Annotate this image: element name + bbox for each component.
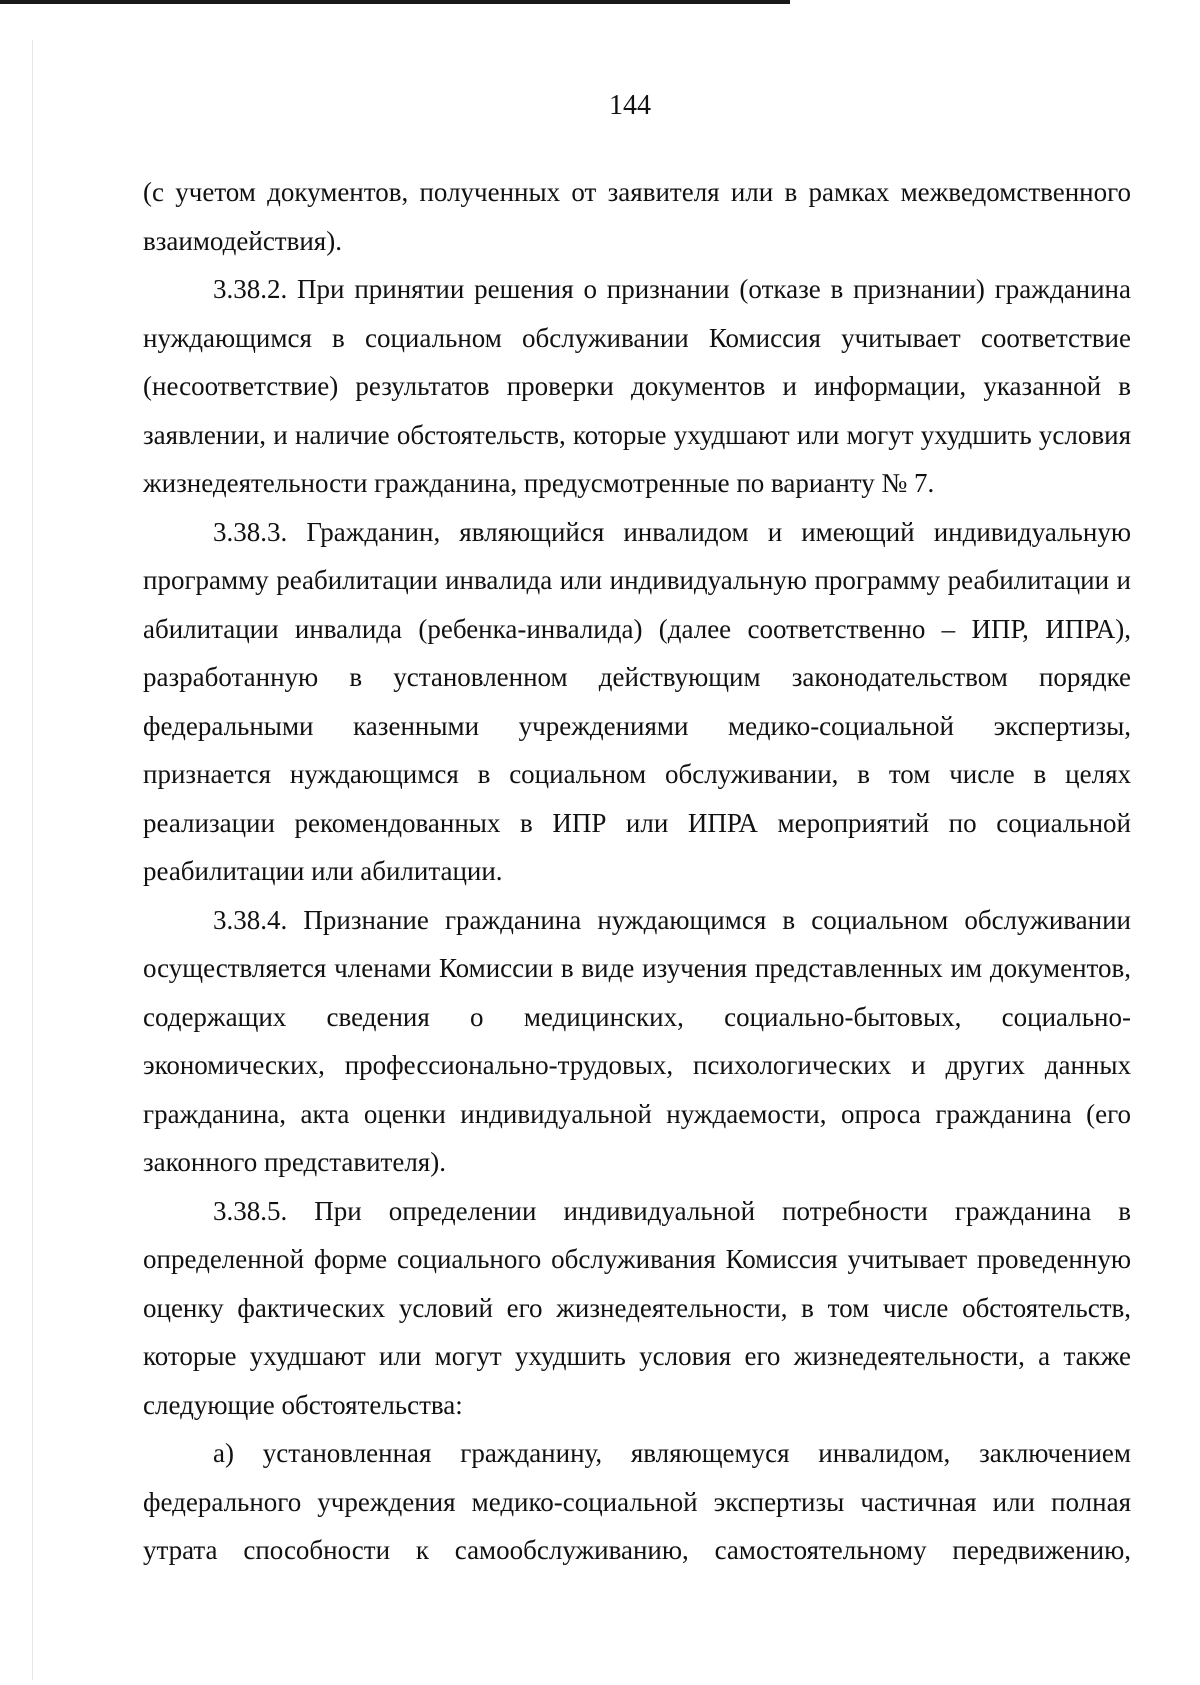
document-body bbox=[143, 168, 1131, 1575]
page-number: 144 bbox=[609, 90, 651, 121]
paragraph-item-a: а) установленная гражданину, являющемуся инвалидом, заключением федерального учреждения медико-социальной экспертизы частичная или полная утрата способности к самообслуживанию, самостоятельному передвижению, bbox=[143, 1438, 1131, 1565]
scan-top-edge bbox=[0, 0, 790, 4]
paragraph-3-38-3: 3.38.3. Гражданин, являющийся инвалидом и имеющий индивидуальную программу реабилитации инвалида или индивидуальную программу реабилитации и абилитации инвалида (ребенка-инвалида) (далее соответственно – ИПР, ИПРА), разработанную в установленном действующим законодательством порядке федеральными казенными учреждениями медико-социальной экспертизы, признается нуждающимся в социальном обслуживании, в том числе в целях реализации рекомендованных в ИПР или ИПРА мероприятий по социальной реабилитации или абилитации. bbox=[143, 516, 1131, 886]
paragraph-3-38-2: 3.38.2. При принятии решения о признании (отказе в признании) гражданина нуждающимся в социальном обслуживании Комиссия учитывает соответствие (несоответствие) результатов проверки документов и информации, указанной в заявлении, и наличие обстоятельств, которые ухудшают или могут ухудшить условия жизнедеятельности гражданина, предусмотренные по варианту № 7. bbox=[143, 274, 1131, 498]
scan-left-edge bbox=[32, 40, 33, 1680]
paragraph-3-38-5: 3.38.5. При определении индивидуальной потребности гражданина в определенной форме социального обслуживания Комиссия учитывает проведенную оценку фактических условий его жизнедеятельности, в том числе обстоятельств, которые ухудшают или могут ухудшить условия его жизнедеятельности, а также следующие обстоятельства: bbox=[143, 1195, 1131, 1420]
paragraph-intro-continuation: (с учетом документов, полученных от заявителя или в рамках межведомственного взаимодействия). bbox=[143, 177, 1131, 256]
paragraph-3-38-4: 3.38.4. Признание гражданина нуждающимся в социальном обслуживании осуществляется членами Комиссии в виде изучения представленных им документов, содержащих сведения о медицинских, социально-бытовых, социально-экономических, профессионально-трудовых, психологических и других данных гражданина, акта оценки индивидуальной нуждаемости, опроса гражданина (его законного представителя). bbox=[143, 904, 1131, 1177]
